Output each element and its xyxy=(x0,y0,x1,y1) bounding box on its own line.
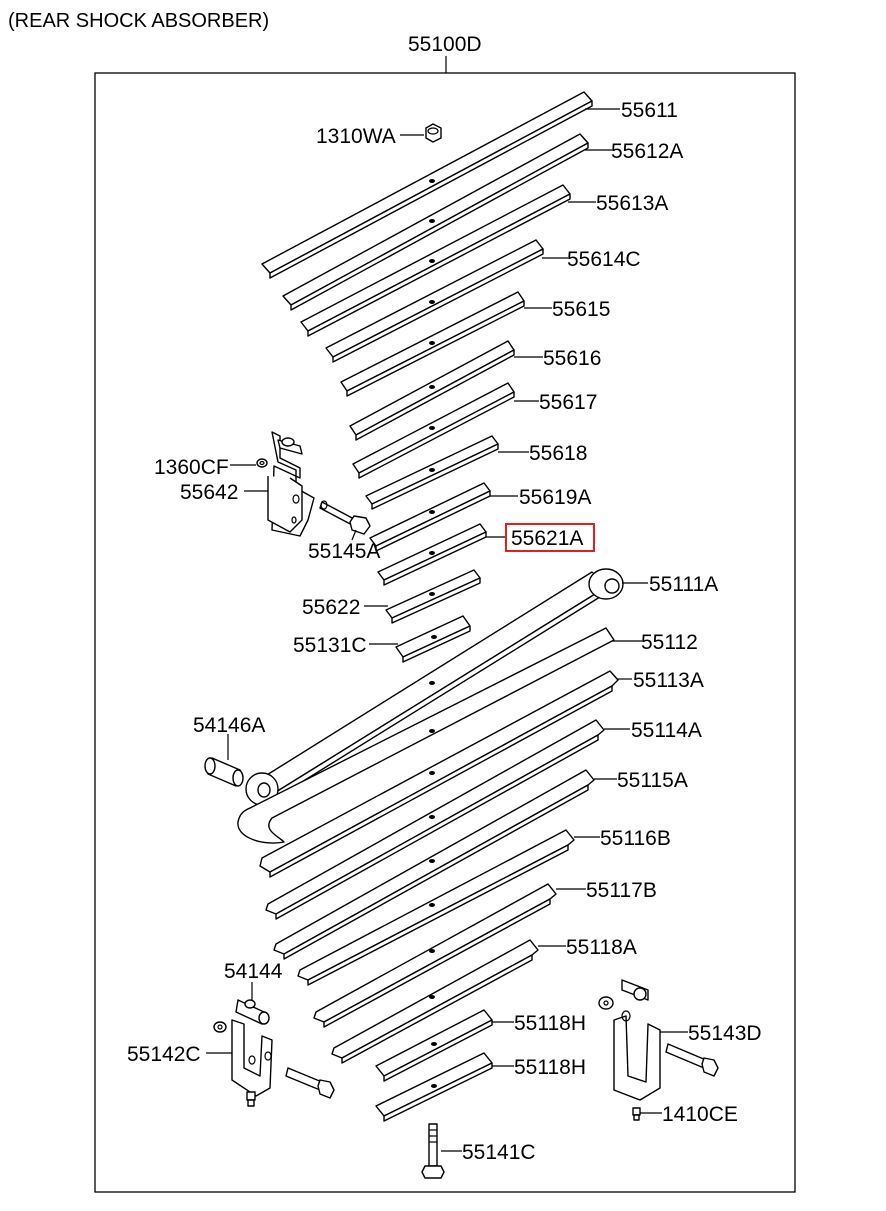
label-55115A[interactable]: 55115A xyxy=(617,769,688,792)
bolt-55145A[interactable] xyxy=(320,501,370,534)
label-55611[interactable]: 55611 xyxy=(621,99,678,122)
label-55114A[interactable]: 55114A xyxy=(631,719,702,742)
center-bolt-55141C[interactable] xyxy=(422,1124,444,1178)
label-55141C[interactable]: 55141C xyxy=(462,1141,536,1164)
helper-spring-leaf-55612A[interactable] xyxy=(283,134,588,310)
label-55612A[interactable]: 55612A xyxy=(611,140,684,163)
label-55118H-upper[interactable]: 55118H xyxy=(514,1012,587,1035)
label-55118H-lower[interactable]: 55118H xyxy=(514,1056,587,1079)
hanger-55142C[interactable] xyxy=(214,1020,272,1096)
label-54144[interactable]: 54144 xyxy=(224,960,283,983)
label-1360CF[interactable]: 1360CF xyxy=(154,456,229,479)
label-55116B[interactable]: 55116B xyxy=(600,827,671,850)
main-spring-leaf-55115A[interactable] xyxy=(274,770,594,959)
nipple-lower-left[interactable] xyxy=(247,1092,255,1106)
label-55145A[interactable]: 55145A xyxy=(308,540,381,563)
label-55617[interactable]: 55617 xyxy=(539,391,598,414)
washer-1410CE[interactable] xyxy=(633,1108,640,1120)
label-1310WA[interactable]: 1310WA xyxy=(316,125,396,148)
label-55621A[interactable]: 55621A xyxy=(511,527,584,550)
label-55616[interactable]: 55616 xyxy=(543,347,602,370)
label-55642[interactable]: 55642 xyxy=(180,481,239,504)
label-55622[interactable]: 55622 xyxy=(302,596,361,619)
label-55615[interactable]: 55615 xyxy=(552,298,611,321)
assembly-number: 55100D xyxy=(408,33,482,56)
label-55618[interactable]: 55618 xyxy=(529,442,588,465)
label-55118A[interactable]: 55118A xyxy=(566,936,637,959)
label-55619A[interactable]: 55619A xyxy=(519,486,592,509)
diagram-title: (REAR SHOCK ABSORBER) xyxy=(8,10,270,32)
bolt-lower-right[interactable] xyxy=(666,1044,718,1076)
label-55112[interactable]: 55112 xyxy=(641,631,698,654)
main-spring-leaf-55112[interactable] xyxy=(238,628,614,843)
label-55613A[interactable]: 55613A xyxy=(596,192,669,215)
label-55111A[interactable]: 55111A xyxy=(649,573,719,596)
label-55131C[interactable]: 55131C xyxy=(293,634,367,657)
label-54146A[interactable]: 54146A xyxy=(193,714,266,737)
hanger-55143D[interactable] xyxy=(599,980,660,1100)
label-55142C[interactable]: 55142C xyxy=(127,1043,201,1066)
nut-1310WA[interactable] xyxy=(426,124,441,142)
bushing-54146A[interactable] xyxy=(205,758,243,786)
bolt-lower-left[interactable] xyxy=(286,1068,334,1098)
shackle-55642[interactable] xyxy=(268,432,314,536)
label-55143D[interactable]: 55143D xyxy=(688,1022,762,1045)
label-55117B[interactable]: 55117B xyxy=(586,879,657,902)
label-1410CE[interactable]: 1410CE xyxy=(662,1103,738,1126)
washer-1360CF[interactable] xyxy=(257,459,267,467)
label-55614C[interactable]: 55614C xyxy=(567,248,641,271)
pin-54144[interactable] xyxy=(236,1000,269,1024)
label-55113A[interactable]: 55113A xyxy=(633,669,704,692)
